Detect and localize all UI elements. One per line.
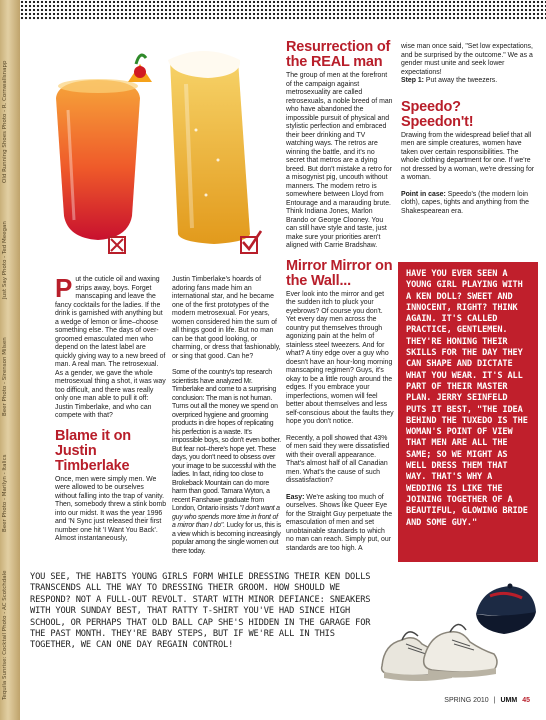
credit-3: Beer Photo - Sirenson Milsen (2, 337, 8, 417)
step-text: Put away the tweezers. (423, 77, 498, 84)
baseball-cap-icon (476, 584, 536, 635)
magazine-brand: UMM (500, 697, 518, 704)
col4-p1-text: wise man once said, "Set low expectations, and be surprised by the outcome." We as a gender must unite and seek lower expectations! (401, 43, 533, 76)
col2-quote: "I don't want a guy who spends more time in front of a mirror than I do". (172, 505, 280, 529)
bottom-statement: YOU SEE, THE HABITS YOUNG GIRLS FORM WHILE DRESSING THEIR KEN DOLLS TRANSCENDS ALL THE WAY TO DRESSING THEIR GROOM. HOW SHOULD WE RESPOND? NOT A FULL-OUT REVOLT. START WITH MINOR DEFIANCE: SNEAKERS WITH YOUR SUNDAY BEST, THAT RATTY T-SHIRT YOU'VE HAD SINCE HIGH SCHOOL, OR PERHAPS THAT OLD BALL CAP SHE'S HIDDEN IN THE GARAGE FOR THE PAST MONTH. THEY'RE BABY STEPS, BUT IF WE'RE ALL IN THIS TOGETHER, WE CAN ONE DAY REGAIN CONTROL! (30, 572, 371, 651)
col2-paragraph-2 (172, 369, 282, 556)
photo-credits (2, 60, 18, 700)
drop-cap: P (55, 273, 73, 303)
headline-blame: Blame it on Justin Timberlake (55, 427, 131, 474)
col4-paragraph-3 (401, 191, 535, 217)
step-label: Step 1: (401, 77, 424, 84)
footer-divider: | (493, 697, 496, 704)
beer-glass-icon (168, 51, 250, 244)
column-2 (172, 276, 282, 564)
page-footer (444, 697, 530, 704)
column-4 (401, 43, 535, 224)
credit-2: Beer Photo - Marilyn - Italics (2, 454, 8, 532)
easy-label: Easy: (286, 493, 305, 501)
headline-speedo: Speedo? Speedon't! (401, 98, 474, 130)
x-checkbox-icon (108, 236, 126, 254)
col2-p2-text-b: Lucky for us, this is a view which is becoming increasingly popular among the single women out there today. (172, 522, 281, 555)
issue-label: SPRING 2010 (444, 697, 489, 704)
credit-1: Tequila Sunrise: Cocktail Photo - AC Scotchdale (2, 570, 8, 700)
credit-4: Just Say Photo - Ted Meegan (2, 221, 8, 299)
col2-paragraph-1: Justin Timberlake's hoards of adoring fans made him an international star, and he became one of the first prototypes of the modern metrosexual. For years, women considered him the sum of all things good in life. But no man can be that good looking, or charming, or dress that fashionably, or sing that good. Can he? (172, 276, 281, 360)
check-checkbox-icon (240, 236, 258, 254)
col4-paragraph-1 (401, 43, 535, 86)
headline-mirror: Mirror Mirror on the Wall... (286, 257, 393, 289)
col2-p2-text-a: Some of the country's top research scientists have analyzed Mr. Timberlake and come to a surprising conclusion: The man is not human. Turns out all the money we spend on overpriced hygiene and grooming products in dire hopes of replicating his perfection is a waste. It's impossible boys, so don't even bother. But fear not–there's hope yet. These days, you don't need to obsess over your image to be successful with the ladies. In fact, riding too close to Brokeback Mountain can do more harm than good. Tamara Wyton, a recent Fanshawe graduate from London, Ontario insists (172, 369, 282, 512)
blame-body: Once, men were simply men. We were allowed to be ourselves without falling into the trap of vanity. Then, somebody threw a stink bomb into our midst. It was the year 1996 and 'N Sync just released their first number one hit 'I Want You Back'. Almost instantaneously, (55, 475, 167, 542)
col3-paragraph-4 (286, 494, 394, 554)
column-3 (286, 40, 394, 561)
page-number: 45 (522, 697, 530, 704)
callout-box (398, 262, 538, 562)
shoes-and-cap-illustration (378, 574, 542, 690)
intro-text: ut the cuticle oil and waxing strips away, boys. Forget manscaping and leave the fancy cocktails for the ladies. If the drink is garnished with anything but a wedge of lemon or lime–choose something else. The days of over-groomed emasculated men who depend on the latest label are quickly giving way to a new breed of man. A real man. The retrosexual. As a gender, we gave the whole metrosexual thing a shot, it was way too difficult, and there was really only one man able to pull it off: Justin Timberlake, and who can compete with that? (55, 276, 166, 419)
col4-paragraph-2: Drawing from the widespread belief that all men are simple creatures, women have taken over certain responsibilities. The whole clothing department for one. If we're not dressed by a woman, we're dressing for a woman. (401, 131, 535, 181)
intro-paragraph (55, 273, 167, 421)
point-text: Speedo's (the modern loin cloth), capes, tights and anything from the Shakespearean era. (401, 190, 529, 215)
col3-paragraph-2: Ever look into the mirror and get the sudden itch to pluck your eyebrows? Of course you don't. Yet every day men across the country put themselves through agonizing pain at the helm of stainless steel tweezers. And for what? A tiny edge over a guy who doesn't have an hour-long morning manscaping regimen? Guys, it's okay to be a little rough around the edges. If you embrace your imperfections, women will feel better about themselves and less self-conscious about the faults they hope you don't notice. (286, 290, 394, 425)
col3-p4-text: We're asking too much of ourselves. Shows like Queer Eye for the Straight Guy perpetuate the emasculation of men and set unobtainable standards to which no man can reach. Simply put, our standards are too high. A (286, 493, 393, 552)
column-1 (55, 273, 167, 552)
col3-paragraph-1: The group of men at the forefront of the campaign against metrosexuality are called retrosexuals, a noble breed of man who have abandoned the impossible pursuit of physical and stylistic perfection and embraced their beer drinking and TV watching ways. The retros are winning the battle, and it's no secret that metros are a dying breed. But don't mistake a retro for a misogynist pig, uncouth without manners. The modern retro is somewhere between Lloyd from Entourage and a marauding brute. Think Indiana Jones, Marlon Brando or George Clooney. You can still have style and taste, just make sure your priorities aren't aligned with Carrie Bradshaw. (286, 72, 393, 249)
halftone-top-band (0, 0, 546, 20)
col3-paragraph-3: Recently, a poll showed that 43% of men said they were dissatisfied with their overall appearance. That's almost half of all Canadian men. What's the cause of such dissatisfaction? (286, 434, 390, 484)
sneakers-icon (382, 624, 497, 681)
credit-5: Old Running Shoes Photo - R. Cornwallsnapp (2, 60, 8, 183)
point-label: Point in case: (401, 190, 446, 198)
callout-text: HAVE YOU EVER SEEN A YOUNG GIRL PLAYING WITH A KEN DOLL? SWEET AND INNOCENT, RIGHT? THINK AGAIN. IT'S CALLED PRACTICE, GENTLEMEN. THEY'RE HONING THEIR SKILLS FOR THE DAY THEY CAN SHAPE AND DICTATE WHAT YOU WEAR. IT'S ALL PART OF THEIR MASTER PLAN. JERRY SEINFELD PUTS IT BEST, "THE IDEA BEHIND THE TUXEDO IS THE WOMAN'S POINT OF VIEW THAT MEN ARE ALL THE SAME; SO WE MIGHT AS WELL DRESS THEM THAT WAY. THAT'S WHY A WEDDING IS LIKE THE JOINING TOGETHER OF A BEAUTIFUL, GLOWING BRIDE AND SOME GUY." (406, 269, 528, 528)
headline-resurrection: Resurrection of the REAL man (286, 39, 391, 70)
cocktail-glass-icon (56, 55, 152, 240)
